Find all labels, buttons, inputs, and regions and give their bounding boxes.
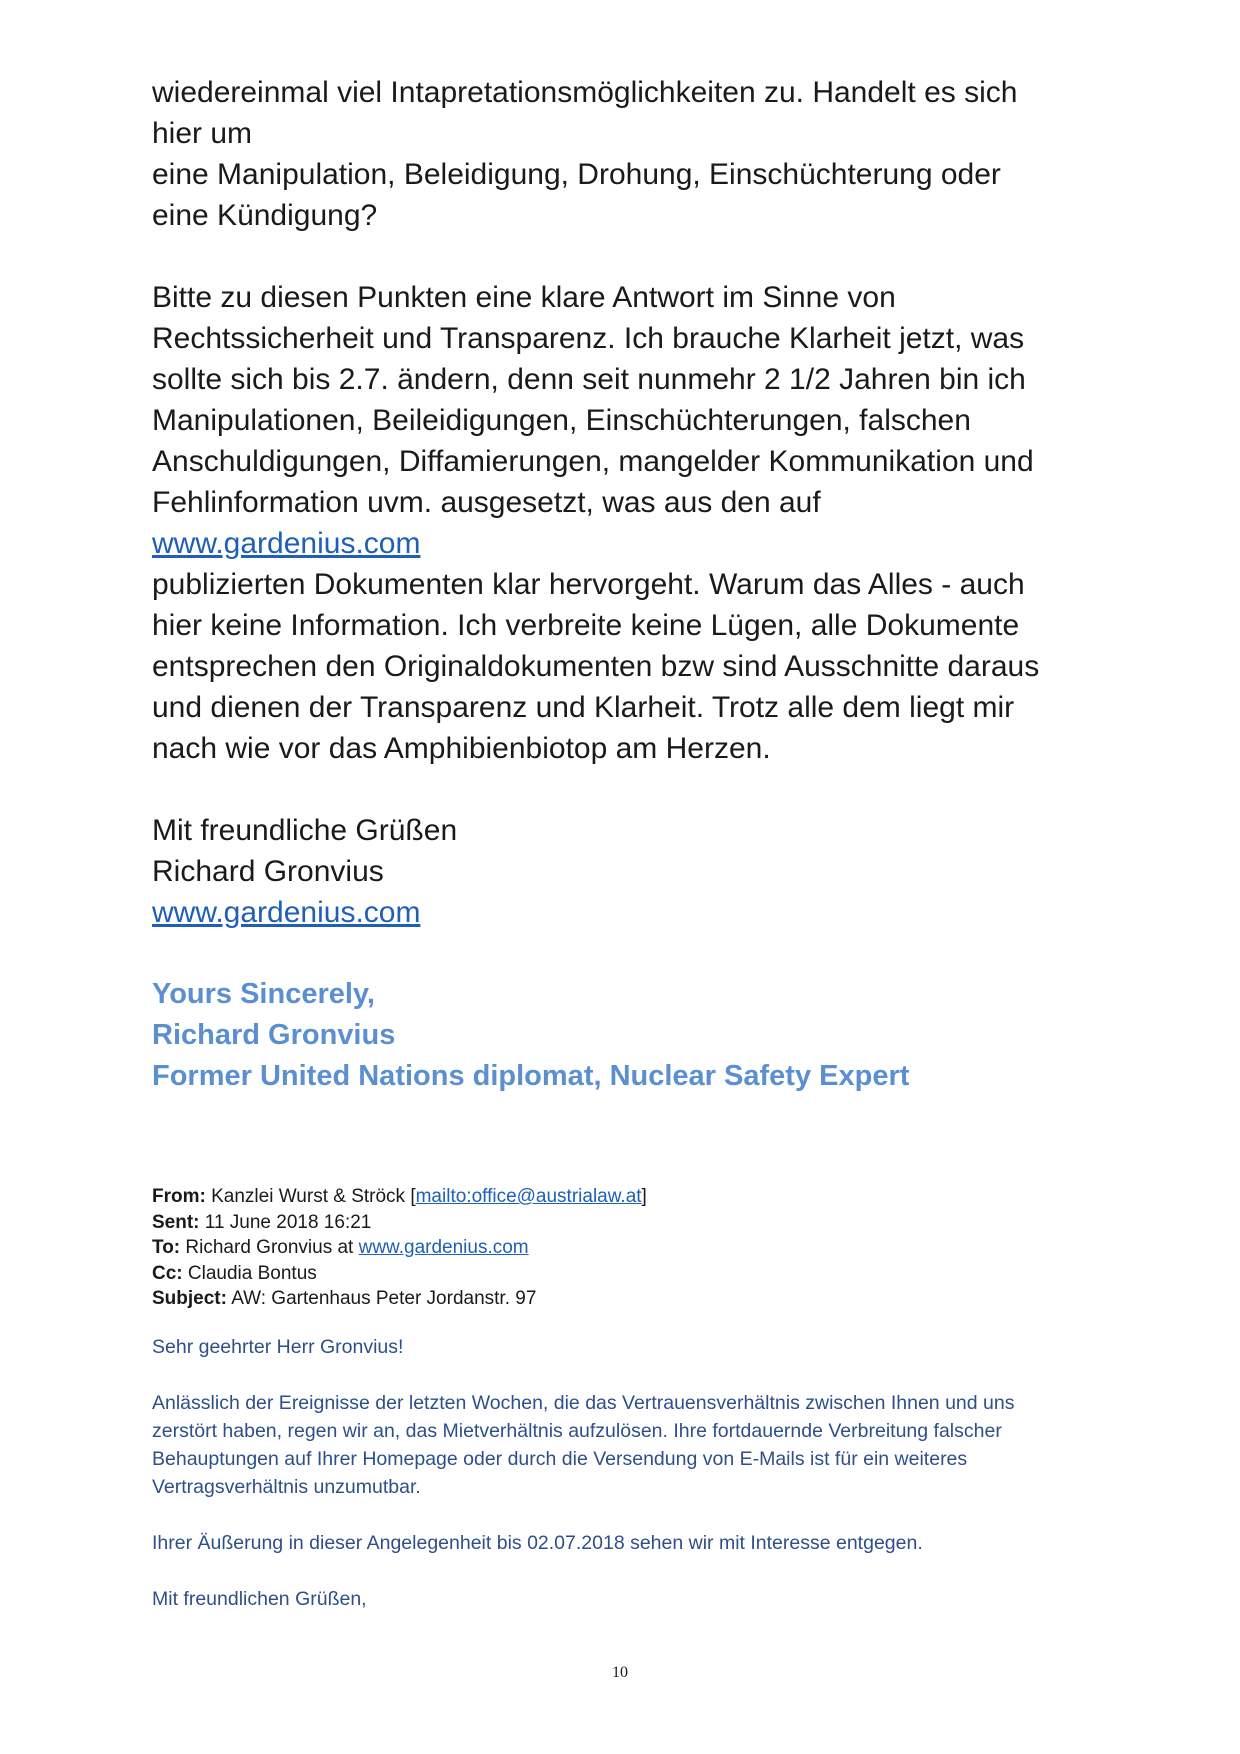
para2-line3: sollte sich bis 2.7. ändern, denn seit nunmehr 2 1/2 Jahren bin ich: [152, 363, 1026, 396]
cc-label: Cc:: [152, 1262, 183, 1284]
signature-en-closing: Yours Sincerely,: [152, 978, 375, 1010]
email-from: [152, 1184, 1092, 1210]
reply-line1: Anlässlich der Ereignisse der letzten Wochen, die das Vertrauensverhältnis zwischen Ihnen und uns: [152, 1392, 1015, 1414]
para1-line4: eine Kündigung?: [152, 199, 378, 232]
from-mailto-link[interactable]: mailto:office@austrialaw.at: [415, 1186, 642, 1207]
spacer: [152, 933, 1092, 974]
page-number: 10: [612, 1664, 628, 1681]
spacer: [152, 769, 1092, 810]
para2-line10: und dienen der Transparenz und Klarheit. Trotz alle dem liegt mir: [152, 691, 1015, 724]
para2-line11: nach wie vor das Amphibienbiotop am Herzen.: [152, 732, 771, 765]
para2-line4: Manipulationen, Beileidigungen, Einschüchterungen, falschen: [152, 404, 971, 437]
signature-en-title: Former United Nations diplomat, Nuclear Safety Expert: [152, 1060, 910, 1092]
para2-line7: publizierten Dokumenten klar hervorgeht. Warum das Alles - auch: [152, 568, 1025, 601]
from-label: From:: [152, 1186, 206, 1207]
signature-en: [152, 974, 1092, 1097]
spacer: [152, 236, 1092, 277]
reply-body: [152, 1333, 1092, 1641]
to-label: To:: [152, 1237, 181, 1258]
para2: [152, 277, 1092, 769]
reply-line4: Vertragsverhältnis unzumutbar.: [152, 1476, 421, 1498]
subject-value: AW: Gartenhaus Peter Jordanstr. 97: [231, 1288, 537, 1309]
subject-label: Subject:: [152, 1288, 227, 1309]
para1-line3: eine Manipulation, Beleidigung, Drohung, Einschüchterung oder: [152, 158, 1001, 191]
para1-line1: wiedereinmal viel Intapretationsmöglichkeiten zu. Handelt es sich: [152, 76, 1018, 109]
reply-closing: Mit freundlichen Grüßen,: [152, 1588, 367, 1610]
reply-deadline: Ihrer Äußerung in dieser Angelegenheit bis 02.07.2018 sehen wir mit Interesse entgegen.: [152, 1532, 923, 1554]
email-sent: [152, 1210, 1092, 1236]
from-value: Kanzlei Wurst & Ströck [: [211, 1186, 416, 1207]
signature-link[interactable]: www.gardenius.com: [152, 896, 421, 929]
gardenius-link[interactable]: www.gardenius.com: [152, 527, 421, 560]
to-link[interactable]: www.gardenius.com: [358, 1237, 529, 1258]
para2-line2: Rechtssicherheit und Transparenz. Ich brauche Klarheit jetzt, was: [152, 322, 1025, 355]
signature-name: Richard Gronvius: [152, 855, 384, 888]
to-value: Richard Gronvius at: [185, 1237, 359, 1258]
sent-label: Sent:: [152, 1211, 200, 1233]
email-cc: [152, 1261, 1092, 1287]
sent-value: 11 June 2018 16:21: [204, 1211, 372, 1233]
para2-line5: Anschuldigungen, Diffamierungen, mangelder Kommunikation und: [152, 445, 1034, 478]
para1: [152, 72, 1092, 236]
reply-line3: Behauptungen auf Ihrer Homepage oder durch die Versendung von E-Mails ist für ein weiteres: [152, 1448, 968, 1470]
para1-line2: hier um: [152, 117, 253, 150]
para2-line9: entsprechen den Originaldokumenten bzw sind Ausschnitte daraus: [152, 650, 1040, 683]
reply-line2: zerstört haben, regen wir an, das Mietverhältnis aufzulösen. Ihre fortdauernde Verbreitung falscher: [152, 1420, 1002, 1442]
reply-paragraph: [152, 1389, 1092, 1501]
from-end: ]: [641, 1186, 647, 1207]
signature-de: [152, 810, 1092, 933]
letter-body: [152, 72, 1092, 1097]
signature-greeting: Mit freundliche Grüßen: [152, 814, 458, 847]
para2-line1: Bitte zu diesen Punkten eine klare Antwort im Sinne von: [152, 281, 896, 314]
para2-line6: Fehlinformation uvm. ausgesetzt, was aus den auf: [152, 486, 821, 519]
signature-en-name: Richard Gronvius: [152, 1019, 396, 1051]
email-header: [152, 1184, 1092, 1312]
cc-value: Claudia Bontus: [187, 1262, 317, 1284]
email-subject: [152, 1286, 1092, 1312]
reply-salutation: Sehr geehrter Herr Gronvius!: [152, 1336, 404, 1358]
para2-line8: hier keine Information. Ich verbreite keine Lügen, alle Dokumente: [152, 609, 1020, 642]
email-to: [152, 1235, 1092, 1261]
